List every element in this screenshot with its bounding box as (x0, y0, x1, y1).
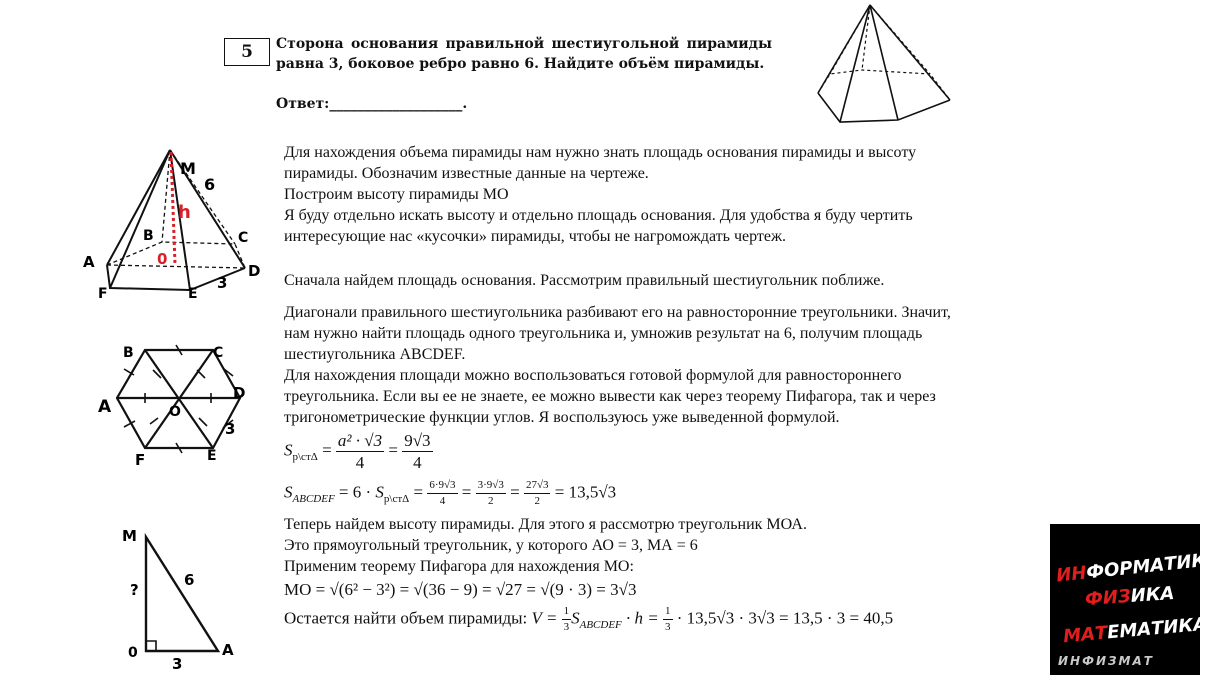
text-line: Я буду отдельно искать высоту и отдельно площадь основания. Для удобства я буду чертить (284, 207, 913, 224)
label-b: B (143, 228, 154, 244)
infizmat-logo (1050, 524, 1221, 675)
hex-label-three: 3 (225, 420, 236, 438)
task-statement: Сторона основания правильной шестиугольной пирамиды равна 3, боковое ребро равно 6. Найдите объём пирамиды. (276, 36, 772, 72)
answer-line (276, 96, 467, 112)
label-a: A (83, 253, 95, 271)
paragraph-hexagon (284, 302, 1084, 428)
label-h: h (178, 202, 191, 223)
formula-hexagon-area: $S_{ABCDEF} = 6 \cdot S_{р\backslash ст\Delta}$ = $\frac{6\cdot 9√3}{4}$ = $\frac{3\cdot 9√3}{2}$ = $\frac{27√3}{2}$ = 13,5√3 (284, 479, 617, 507)
text-line: Сначала найдем площадь основания. Рассмотрим правильный шестиугольник поближе. (284, 272, 885, 289)
label-f: F (98, 286, 108, 302)
pyramid-sketch (80, 140, 280, 300)
hex-label-d: D (233, 384, 246, 402)
tri-label-three: 3 (172, 655, 183, 673)
text-line: Для нахождения площади можно воспользоваться готовой формулой для равностороннего (284, 367, 902, 384)
text-line: треугольника. Если вы ее не знаете, ее можно вывести как через теорему Пифагора, так и через (284, 388, 936, 405)
text-line: Для нахождения объема пирамиды нам нужно знать площадь основания пирамиды и высоту (284, 144, 917, 161)
tri-label-q: ? (130, 581, 139, 599)
logo-line-matematika: МАТЕМАТИКА (1062, 613, 1208, 648)
hex-label-a: A (98, 397, 112, 417)
tri-label-o: 0 (128, 645, 138, 661)
answer-label: Ответ: (276, 96, 330, 112)
text-line: Диагонали правильного шестиугольника разбивают его на равносторонние треугольники. Значит, (284, 304, 951, 321)
formula-triangle-area: $S_{р\backslash ст\Delta}$ = $\frac{\text{a² · √3}}{4}$ = $\frac{9√3}{4}$ (284, 431, 431, 472)
tri-label-six: 6 (184, 571, 195, 589)
text-line: Применим теорему Пифагора для нахождения МО: (284, 558, 634, 575)
paragraph-height (284, 514, 1084, 577)
logo-line-informatika: ИНФОРМАТИКА (1055, 548, 1221, 587)
tri-label-a: A (222, 641, 234, 659)
text-line: шестиугольника ABCDEF. (284, 346, 466, 363)
hex-label-c: C (213, 345, 224, 361)
label-e: E (188, 286, 198, 302)
paragraph-intro (284, 142, 1084, 247)
paragraph-base-area (284, 270, 1084, 291)
text-line: Теперь найдем высоту пирамиды. Для этого я рассмотрю треугольник МОА. (284, 516, 807, 533)
formula-volume: Остается найти объем пирамиды: V = $\frac{1}{3}$ $S_{ABCDEF} \cdot h$ = $\frac{1}{3}$ · 13,5√3 · 3√3 = 13,5 · 3 = 40,5 (284, 605, 894, 633)
label-m: M (180, 159, 196, 178)
label-d: D (248, 262, 261, 280)
text-line: нам нужно найти площадь одного треугольника и, умножив результат на 6, получим площадь (284, 325, 923, 342)
text-line: пирамиды. Обозначим известные данные на чертеже. (284, 165, 649, 182)
hex-label-e: E (207, 448, 217, 464)
logo-bottom-text: ИНФИЗМАТ (1058, 654, 1154, 668)
task-number-box: 5 (224, 38, 270, 66)
logo-line-fizika: ФИЗИКА (1084, 582, 1176, 611)
text-line: Это прямоугольный треугольник, у которого АО = 3, МА = 6 (284, 537, 698, 554)
triangle-sketch (110, 525, 250, 673)
label-six: 6 (204, 175, 216, 194)
hex-label-o: O (169, 404, 181, 420)
label-c: C (238, 230, 249, 246)
label-three: 3 (217, 274, 228, 292)
hexagon-sketch (95, 340, 255, 469)
pyramid-figure-top (800, 0, 960, 135)
text-line: Построим высоту пирамиды МО (284, 186, 509, 203)
formula-height: MO = √(6² − 3²) = √(36 − 9) = √27 = √(9 · 3) = 3√3 (284, 580, 637, 599)
tri-label-m: M (122, 527, 137, 545)
label-o: 0 (157, 250, 168, 268)
hex-label-b: B (123, 345, 134, 361)
text-line: тригонометрические функции углов. Я воспользуюсь уже выведенной формулой. (284, 409, 840, 426)
answer-blank: ___________________. (329, 96, 468, 112)
hex-label-f: F (135, 451, 146, 469)
text-line: интересующие нас «кусочки» пирамиды, чтобы не нагромождать чертеж. (284, 228, 787, 245)
